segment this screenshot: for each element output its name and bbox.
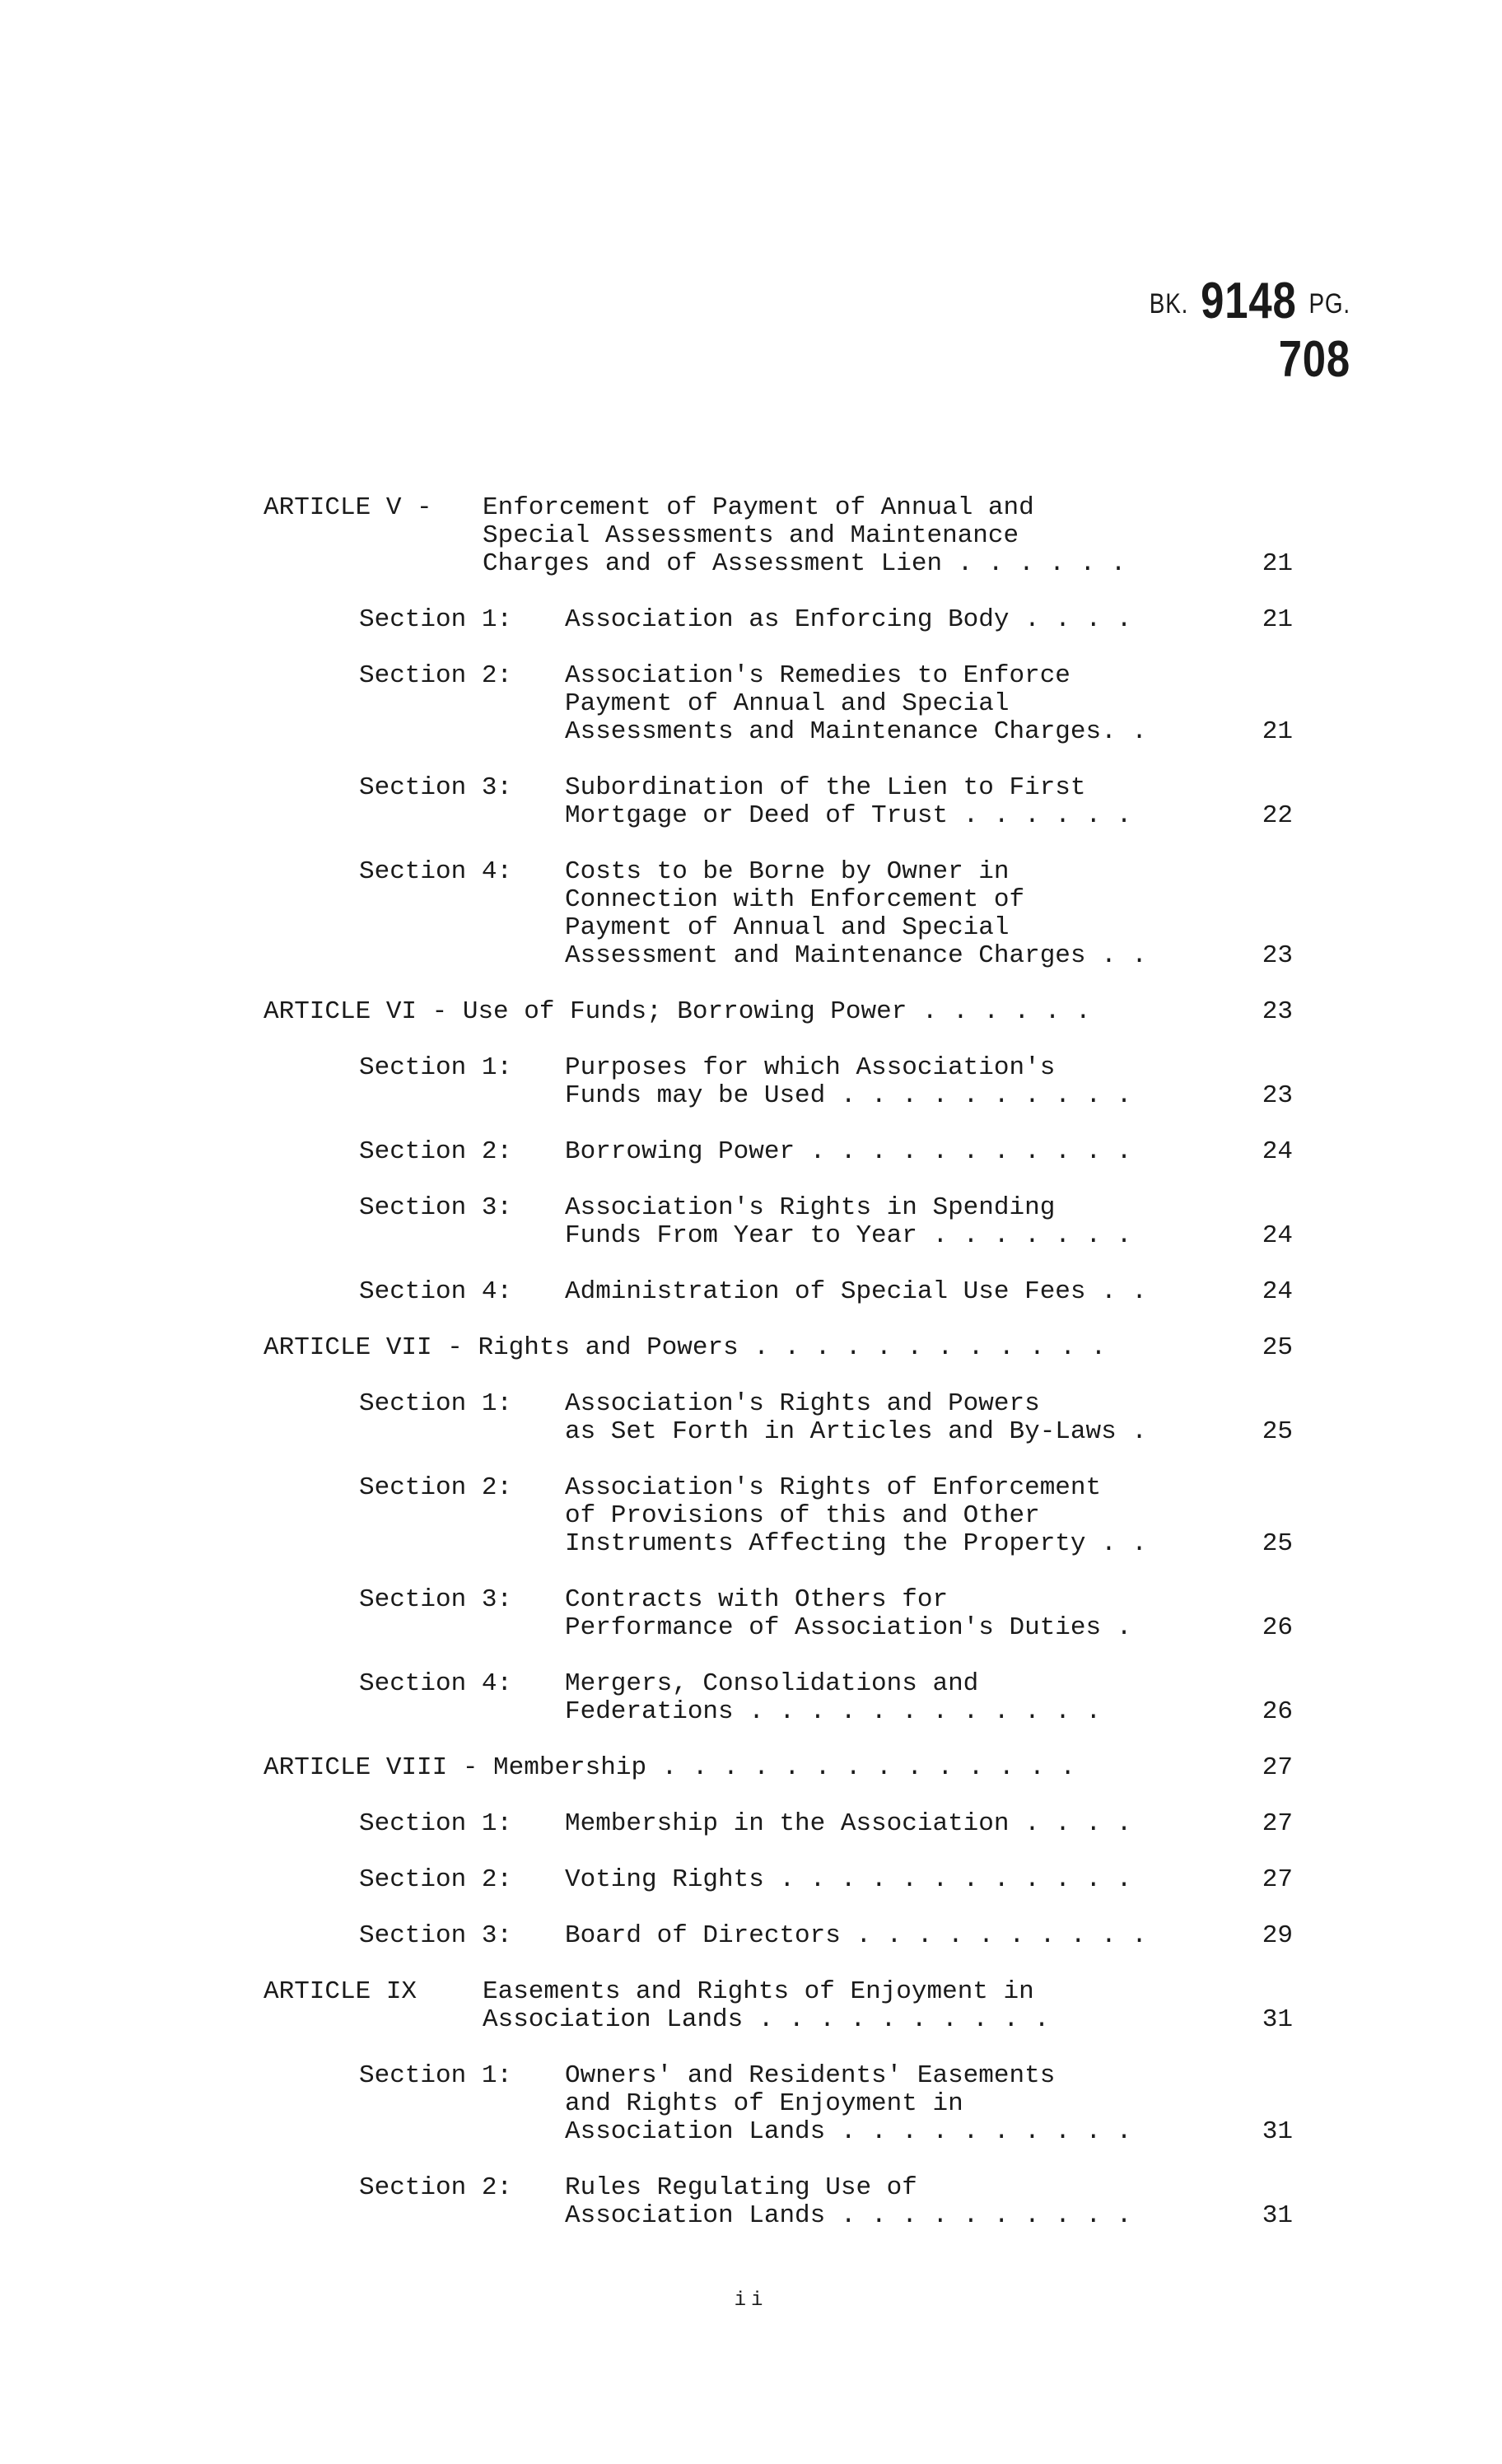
toc-entry-page: 24 — [1262, 1137, 1293, 1166]
toc-entry-page: 26 — [1262, 1697, 1293, 1726]
toc-entry-title-line: Mergers, Consolidations and — [565, 1669, 979, 1698]
toc-entry-label: Section 2: — [359, 2173, 513, 2202]
toc-entry-label: Section 1: — [359, 1809, 513, 1838]
toc-entry-title-line: Voting Rights . . . . . . . . . . . . — [565, 1865, 1132, 1894]
toc-entry-page: 24 — [1262, 1277, 1293, 1306]
toc-entry-title-line: Association Lands . . . . . . . . . . — [565, 2117, 1132, 2146]
toc-entry-title-line: Membership in the Association . . . . — [565, 1809, 1132, 1838]
toc-entry-page: 29 — [1262, 1921, 1293, 1950]
toc-article-entry — [264, 1978, 1318, 2034]
book-prefix: BK. — [1149, 288, 1189, 320]
toc-entry-label: Section 3: — [359, 1585, 513, 1614]
toc-entry-title-line: Instruments Affecting the Property . . — [565, 1529, 1147, 1558]
toc-entry-title-line: Subordination of the Lien to First — [565, 773, 1086, 802]
toc-entry-page: 25 — [1262, 1417, 1293, 1446]
toc-section-entry — [264, 2174, 1318, 2230]
toc-entry-title-line: Borrowing Power . . . . . . . . . . . — [565, 1137, 1132, 1166]
toc-section-entry — [264, 1278, 1318, 1306]
toc-entry-title-line: ARTICLE VI - Use of Funds; Borrowing Power . . . . . . — [264, 997, 1091, 1026]
toc-entry-label: Section 3: — [359, 773, 513, 802]
toc-article-entry — [264, 1334, 1318, 1362]
page-number: 708 — [1278, 331, 1350, 388]
toc-section-entry — [264, 774, 1318, 830]
toc-entry-title-line: Payment of Annual and Special — [565, 689, 1010, 718]
toc-entry-title-line: Association Lands . . . . . . . . . . — [565, 2201, 1132, 2230]
toc-entry-label: Section 2: — [359, 1865, 513, 1894]
toc-entry-page: 23 — [1262, 941, 1293, 970]
toc-entry-label: Section 2: — [359, 1473, 513, 1502]
toc-entry-title-line: and Rights of Enjoyment in — [565, 2089, 963, 2118]
toc-section-entry — [264, 1866, 1318, 1894]
toc-entry-title-line: Association as Enforcing Body . . . . — [565, 605, 1132, 634]
toc-article-entry — [264, 998, 1318, 1026]
toc-entry-title-line: Mortgage or Deed of Trust . . . . . . — [565, 801, 1132, 830]
toc-entry-label: ARTICLE IX — [264, 1977, 417, 2006]
toc-entry-title-line: Association's Rights in Spending — [565, 1193, 1056, 1222]
toc-entry-label: ARTICLE V - — [264, 493, 448, 522]
toc-section-entry — [264, 1054, 1318, 1110]
toc-entry-title-line: Funds may be Used . . . . . . . . . . — [565, 1081, 1132, 1110]
toc-article-entry — [264, 494, 1318, 578]
toc-entry-label: Section 3: — [359, 1193, 513, 1222]
toc-entry-page: 25 — [1262, 1333, 1293, 1362]
toc-entry-label: Section 1: — [359, 2061, 513, 2090]
toc-entry-title-line: of Provisions of this and Other — [565, 1501, 1040, 1530]
book-number: 9148 — [1201, 273, 1297, 329]
toc-entry-label: Section 4: — [359, 1277, 513, 1306]
toc-section-entry — [264, 662, 1318, 746]
toc-entry-page: 21 — [1262, 605, 1293, 634]
toc-entry-title-line: Connection with Enforcement of — [565, 885, 1025, 914]
toc-entry-title-line: Easements and Rights of Enjoyment in — [483, 1977, 1034, 2006]
toc-entry-title-line: Costs to be Borne by Owner in — [565, 857, 1010, 886]
page-prefix: PG. — [1308, 288, 1350, 320]
toc-section-entry — [264, 1670, 1318, 1726]
toc-entry-title-line: ARTICLE VII - Rights and Powers . . . . . . . . . . . . — [264, 1333, 1107, 1362]
toc-entry-title-line: Association's Rights and Powers — [565, 1389, 1040, 1418]
toc-entry-title-line: Board of Directors . . . . . . . . . . — [565, 1921, 1147, 1950]
toc-entry-title-line: Contracts with Others for — [565, 1585, 949, 1614]
toc-entry-page: 25 — [1262, 1529, 1293, 1558]
toc-entry-title-line: Special Assessments and Maintenance — [483, 521, 1019, 550]
toc-entry-label: Section 1: — [359, 1053, 513, 1082]
toc-article-entry — [264, 1754, 1318, 1782]
toc-entry-title-line: Assessment and Maintenance Charges . . — [565, 941, 1147, 970]
toc-entry-title-line: Performance of Association's Duties . — [565, 1613, 1132, 1642]
toc-section-entry — [264, 606, 1318, 634]
toc-entry-label: Section 1: — [359, 1389, 513, 1418]
toc-section-entry — [264, 1922, 1318, 1950]
toc-section-entry — [264, 1810, 1318, 1838]
toc-entry-title-line: Administration of Special Use Fees . . — [565, 1277, 1147, 1306]
toc-entry-page: 24 — [1262, 1221, 1293, 1250]
toc-entry-page: 31 — [1262, 2201, 1293, 2230]
toc-entry-title-line: Association Lands . . . . . . . . . . — [483, 2005, 1050, 2034]
toc-entry-page: 31 — [1262, 2005, 1293, 2034]
toc-section-entry — [264, 1474, 1318, 1558]
toc-entry-page: 27 — [1262, 1809, 1293, 1838]
toc-entry-title-line: Association's Remedies to Enforce — [565, 661, 1071, 690]
toc-entry-title-line: Owners' and Residents' Easements — [565, 2061, 1056, 2090]
toc-entry-label: Section 1: — [359, 605, 513, 634]
toc-entry-title-line: as Set Forth in Articles and By-Laws . — [565, 1417, 1147, 1446]
toc-entry-page: 23 — [1262, 1081, 1293, 1110]
toc-entry-title-line: Assessments and Maintenance Charges. . — [565, 717, 1147, 746]
toc-entry-title-line: Enforcement of Payment of Annual and — [483, 493, 1034, 522]
toc-section-entry — [264, 2062, 1318, 2146]
toc-entry-page: 31 — [1262, 2117, 1293, 2146]
toc-entry-title-line: Federations . . . . . . . . . . . . — [565, 1697, 1102, 1726]
toc-entry-page: 27 — [1262, 1865, 1293, 1894]
toc-entry-title-line: Association's Rights of Enforcement — [565, 1473, 1102, 1502]
recording-stamp — [1108, 272, 1350, 389]
toc-section-entry — [264, 1390, 1318, 1446]
toc-entry-title-line: Funds From Year to Year . . . . . . . — [565, 1221, 1132, 1250]
toc-entry-title-line: Charges and of Assessment Lien . . . . . . — [483, 549, 1126, 578]
toc-entry-page: 22 — [1262, 801, 1293, 830]
toc-entry-page: 26 — [1262, 1613, 1293, 1642]
toc-section-entry — [264, 1138, 1318, 1166]
toc-section-entry — [264, 1586, 1318, 1642]
toc-entry-label: Section 2: — [359, 1137, 513, 1166]
page-footer-number: ii — [734, 2289, 768, 2312]
toc-entry-title-line: Payment of Annual and Special — [565, 913, 1010, 942]
toc-entry-page: 21 — [1262, 549, 1293, 578]
toc-entry-label: Section 3: — [359, 1921, 513, 1950]
toc-entry-label: Section 4: — [359, 1669, 513, 1698]
toc-entry-page: 27 — [1262, 1753, 1293, 1782]
toc-entry-page: 23 — [1262, 997, 1293, 1026]
toc-entry-title-line: ARTICLE VIII - Membership . . . . . . . . . . . . . . — [264, 1753, 1075, 1782]
toc-entry-title-line: Purposes for which Association's — [565, 1053, 1056, 1082]
toc-section-entry — [264, 858, 1318, 970]
table-of-contents — [264, 494, 1318, 2230]
toc-section-entry — [264, 1194, 1318, 1250]
toc-entry-label: Section 4: — [359, 857, 513, 886]
toc-entry-page: 21 — [1262, 717, 1293, 746]
toc-entry-title-line: Rules Regulating Use of — [565, 2173, 917, 2202]
toc-entry-label: Section 2: — [359, 661, 513, 690]
